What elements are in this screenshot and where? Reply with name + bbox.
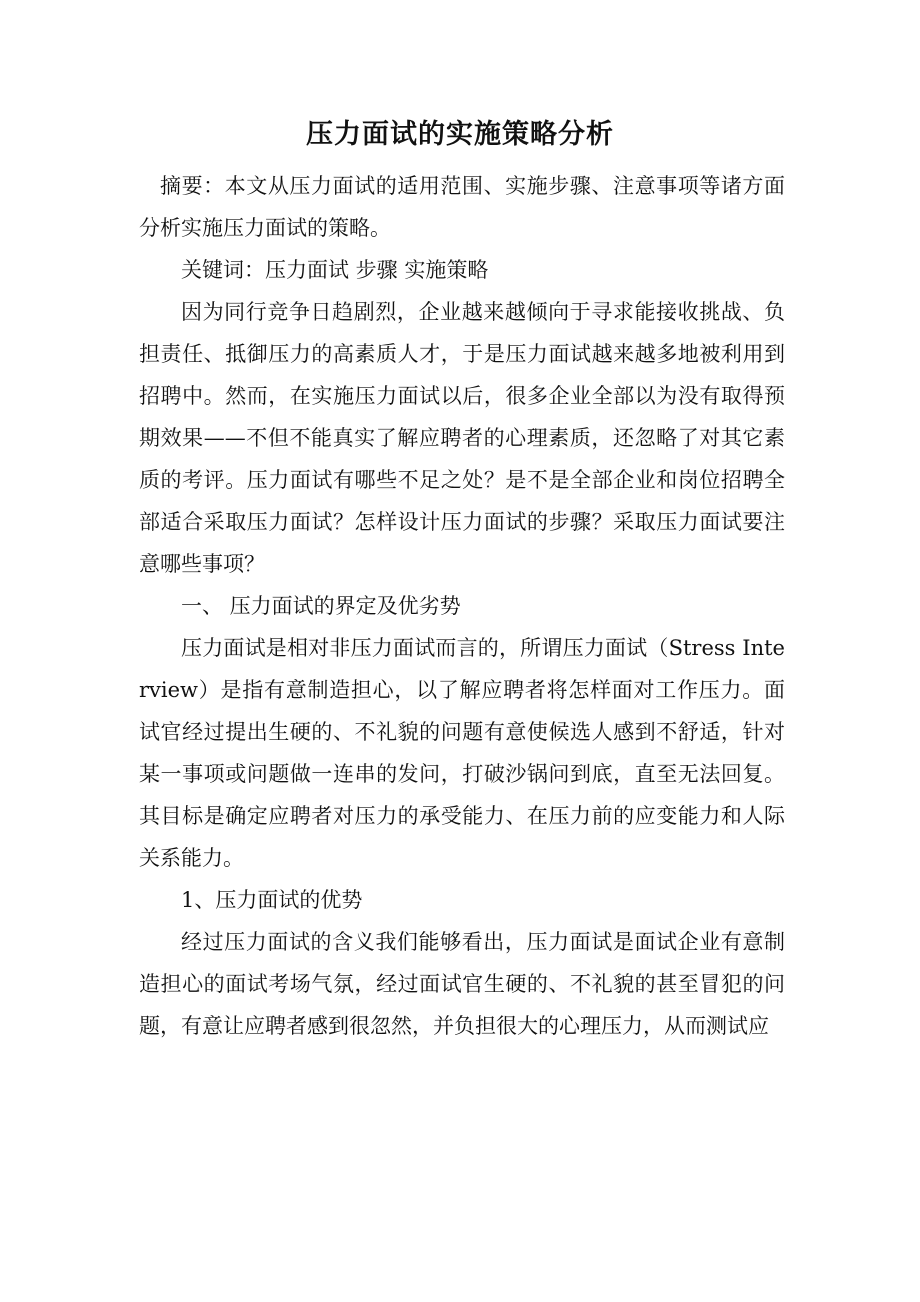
intro-paragraph: 因为同行竞争日趋剧烈，企业越来越倾向于寻求能接收挑战、负担责任、抵御压力的高素质人才，于是压力面试越来越多地被利用到招聘中。然而，在实施压力面试以后，很多企业全部以为没有取得预期效果——不但不能真实了解应聘者的心理素质，还忽略了对其它素质的考评。压力面试有哪些不足之处？是不是全部企业和岗位招聘全部适合采取压力面试？怎样设计压力面试的步骤？采取压力面试要注意哪些事项？ [139, 300, 785, 576]
keywords-paragraph: 关键词：压力面试 步骤 实施策略 [181, 258, 489, 282]
document-title: 压力面试的实施策略分析 [306, 119, 614, 150]
advantage-paragraph: 经过压力面试的含义我们能够看出，压力面试是面试企业有意制造担心的面试考场气氛，经过面试官生硬的、不礼貌的甚至冒犯的问题，有意让应聘者感到很忽然，并负担很大的心理压力，从而测试应 [139, 930, 785, 1038]
document-body [139, 165, 785, 1047]
section-heading-1: 一、 压力面试的界定及优劣势 [181, 594, 461, 618]
abstract-paragraph: 摘要：本文从压力面试的适用范围、实施步骤、注意事项等诸方面分析实施压力面试的策略。 [139, 174, 785, 240]
definition-paragraph: 压力面试是相对非压力面试而言的，所谓压力面试（Stress Interview）是指有意制造担心，以了解应聘者将怎样面对工作压力。面试官经过提出生硬的、不礼貌的问题有意使候选人感到不舒适，针对某一事项或问题做一连串的发问，打破沙锅问到底，直至无法回复。其目标是确定应聘者对压力的承受能力、在压力前的应变能力和人际关系能力。 [139, 636, 785, 870]
subsection-heading-1: 1、压力面试的优势 [181, 888, 363, 912]
